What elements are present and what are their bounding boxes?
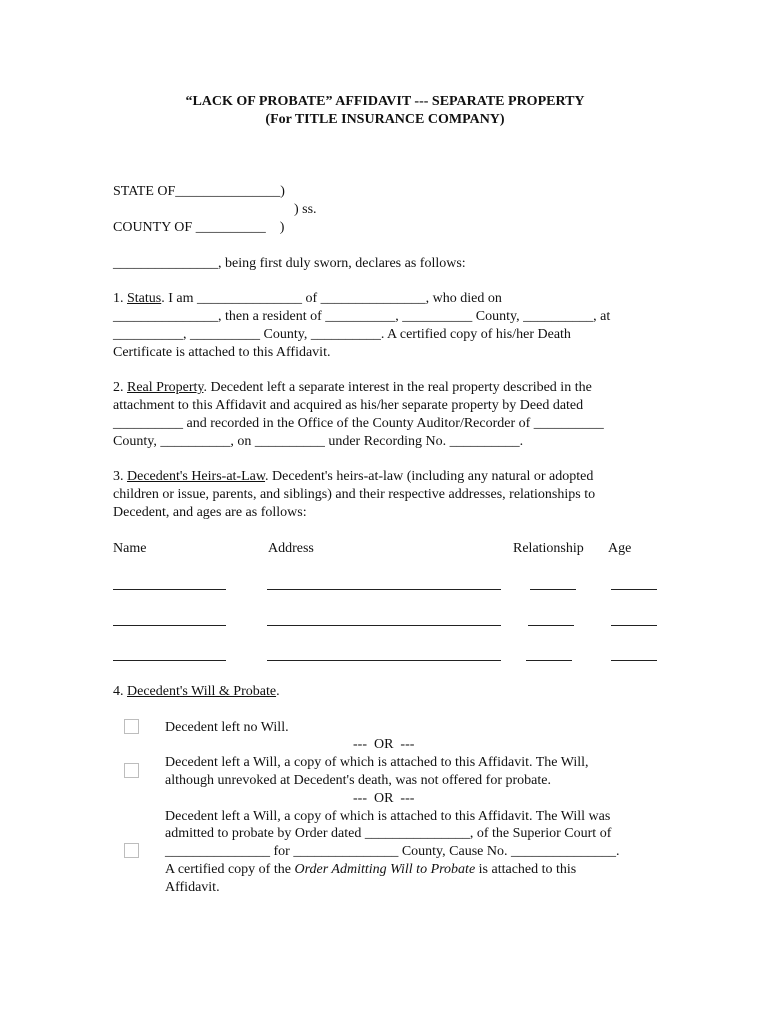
heir-2-name-blank (113, 625, 226, 626)
heir-3-age-blank (611, 660, 657, 661)
heir-1-relationship-blank (530, 589, 576, 590)
heirs-header-age: Age (608, 541, 632, 556)
section-1-text-1: . I am _______________ of _______________, who died on (161, 291, 502, 306)
section-4-number: 4. (113, 684, 124, 699)
no-will-checkbox[interactable] (124, 719, 139, 734)
section-3-text-1: . Decedent's heirs-at-law (including any natural or adopted (265, 469, 594, 484)
heirs-header-address: Address (268, 541, 314, 556)
heir-2-age-blank (611, 625, 657, 626)
document-title-line-2: (For TITLE INSURANCE COMPANY) (265, 112, 505, 127)
section-3-number: 3. (113, 469, 124, 484)
section-1-line-4: Certificate is attached to this Affidavit. (113, 345, 331, 360)
section-1-heading: Status (127, 291, 162, 306)
order-admitting-will-title: Order Admitting Will to Probate (294, 862, 476, 877)
heir-2-relationship-blank (528, 625, 574, 626)
heir-1-name-blank (113, 589, 226, 590)
will-not-probated-checkbox[interactable] (124, 763, 139, 778)
section-3-line-1 (113, 468, 593, 486)
option-will-probated-line-5: Affidavit. (165, 880, 220, 895)
heir-3-relationship-blank (526, 660, 572, 661)
section-3-line-3: Decedent, and ages are as follows: (113, 505, 307, 520)
section-4-heading: Decedent's Will & Probate (127, 684, 277, 699)
will-probated-checkbox[interactable] (124, 843, 139, 858)
heirs-header-relationship: Relationship (513, 541, 584, 556)
option-will-unprobated-line-2: although unrevoked at Decedent's death, was not offered for probate. (165, 773, 551, 788)
section-4-period: . (276, 684, 280, 699)
venue-ss: ) ss. (294, 202, 317, 217)
document-title-line-1: “LACK OF PROBATE” AFFIDAVIT --- SEPARATE PROPERTY (185, 94, 585, 109)
section-1-line-2: _______________, then a resident of __________, __________ County, __________, at (113, 309, 611, 324)
section-2-text-1: . Decedent left a separate interest in the real property described in the (203, 380, 592, 395)
heir-1-age-blank (611, 589, 657, 590)
venue-county: COUNTY OF __________ ) (113, 220, 285, 235)
section-1-line-1 (113, 290, 502, 308)
section-2-heading: Real Property (127, 380, 204, 395)
section-2-line-4: County, __________, on __________ under Recording No. __________. (113, 434, 524, 449)
option-will-probated-line-3: _______________ for _______________ County, Cause No. _______________. (165, 844, 620, 859)
option-no-will-text: Decedent left no Will. (165, 720, 289, 735)
option-will-probated-line-2: admitted to probate by Order dated _______________, of the Superior Court of (165, 826, 612, 841)
option-will-probated-line-4 (165, 861, 576, 879)
section-4-line-1 (113, 683, 280, 701)
section-3-heading: Decedent's Heirs-at-Law (127, 469, 266, 484)
heir-1-address-blank (267, 589, 501, 590)
option-will-unprobated-line-1: Decedent left a Will, a copy of which is attached to this Affidavit. The Will, (165, 755, 589, 770)
section-1-line-3: __________, __________ County, __________. A certified copy of his/her Death (113, 327, 571, 342)
affiant-intro: _______________, being first duly sworn, declares as follows: (113, 256, 466, 271)
section-1-number: 1. (113, 291, 124, 306)
or-separator-2: --- OR --- (353, 791, 415, 806)
section-2-line-3: __________ and recorded in the Office of the County Auditor/Recorder of __________ (113, 416, 604, 431)
heir-3-name-blank (113, 660, 226, 661)
option-will-probated-line-4-pre: A certified copy of the (165, 862, 295, 877)
heirs-header-name: Name (113, 541, 147, 556)
section-2-number: 2. (113, 380, 124, 395)
section-3-line-2: children or issue, parents, and siblings) and their respective addresses, relationships to (113, 487, 596, 502)
or-separator-1: --- OR --- (353, 737, 415, 752)
section-2-line-2: attachment to this Affidavit and acquired as his/her separate property by Deed dated (113, 398, 584, 413)
option-will-probated-line-1: Decedent left a Will, a copy of which is attached to this Affidavit. The Will was (165, 809, 611, 824)
venue-state: STATE OF_______________) (113, 184, 285, 199)
heir-2-address-blank (267, 625, 501, 626)
section-2-line-1 (113, 379, 592, 397)
heir-3-address-blank (267, 660, 501, 661)
option-will-probated-line-4-post: is attached to this (475, 862, 577, 877)
